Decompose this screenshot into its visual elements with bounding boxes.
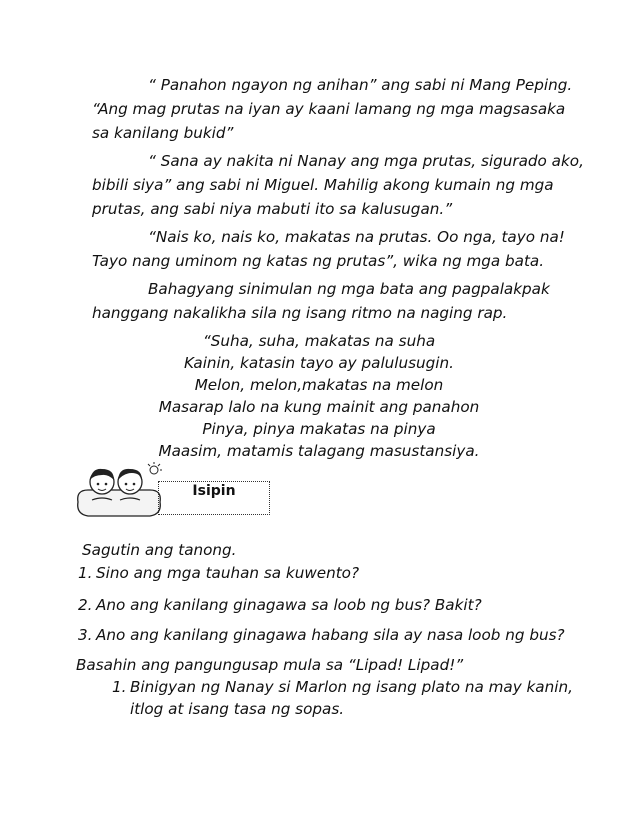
question-item bbox=[78, 624, 565, 646]
reading-text-line2: itlog at isang tasa ng sopas. bbox=[130, 700, 345, 718]
question-number: 1. bbox=[78, 564, 93, 582]
question-item bbox=[78, 594, 482, 616]
question-text: Ano ang kanilang ginagawa sa loob ng bus? Bakit? bbox=[96, 596, 482, 614]
question-item bbox=[78, 562, 359, 584]
question-number: 2. bbox=[78, 596, 93, 614]
poem-line: Masarap lalo na kung mainit ang panahon bbox=[158, 398, 480, 416]
question-number: 3. bbox=[78, 626, 93, 644]
isipin-label: Isipin bbox=[192, 483, 236, 499]
reading-item bbox=[112, 676, 573, 698]
question-text: Sino ang mga tauhan sa kuwento? bbox=[96, 564, 360, 582]
questions-intro: Sagutin ang tanong. bbox=[82, 541, 237, 559]
story-p3-line1: “Nais ko, nais ko, makatas na prutas. Oo nga, tayo na! bbox=[148, 228, 565, 246]
poem-line: Kainin, katasin tayo ay palulusugin. bbox=[183, 354, 454, 372]
poem-line: Pinya, pinya makatas na pinya bbox=[202, 420, 436, 438]
story-p2-line2: bibili siya” ang sabi ni Miguel. Mahilig akong kumain ng mga bbox=[92, 176, 554, 194]
reading-intro: Basahin ang pangungusap mula sa “Lipad! Lipad!” bbox=[76, 656, 464, 674]
story-p4-line1: Bahagyang sinimulan ng mga bata ang pagpalakpak bbox=[148, 280, 550, 298]
reading-text-line1: Binigyan ng Nanay si Marlon ng isang plato na may kanin, bbox=[130, 678, 573, 696]
story-p2-line3: prutas, ang sabi niya mabuti ito sa kalusugan.” bbox=[92, 200, 453, 218]
story-p1-line3: sa kanilang bukid” bbox=[92, 124, 234, 142]
poem-line: “Suha, suha, makatas na suha bbox=[202, 332, 436, 350]
story-p4-line2: hanggang nakalikha sila ng isang ritmo na naging rap. bbox=[92, 304, 508, 322]
reading-number: 1. bbox=[112, 678, 127, 696]
question-text: Ano ang kanilang ginagawa habang sila ay nasa loob ng bus? bbox=[96, 626, 565, 644]
story-p1-line2: “Ang mag prutas na iyan ay kaani lamang ng mga magsasaka bbox=[92, 100, 566, 118]
story-p2-line1: “ Sana ay nakita ni Nanay ang mga prutas, sigurado ako, bbox=[148, 152, 584, 170]
story-p1-line1: “ Panahon ngayon ng anihan” ang sabi ni Mang Peping. bbox=[148, 76, 573, 94]
story-p3-line2: Tayo nang uminom ng katas ng prutas”, wika ng mga bata. bbox=[92, 252, 545, 270]
poem-line: Melon, melon,makatas na melon bbox=[194, 376, 444, 394]
two-children-icon bbox=[74, 460, 164, 524]
poem-line: Maasim, matamis talagang masustansiya. bbox=[158, 442, 480, 460]
